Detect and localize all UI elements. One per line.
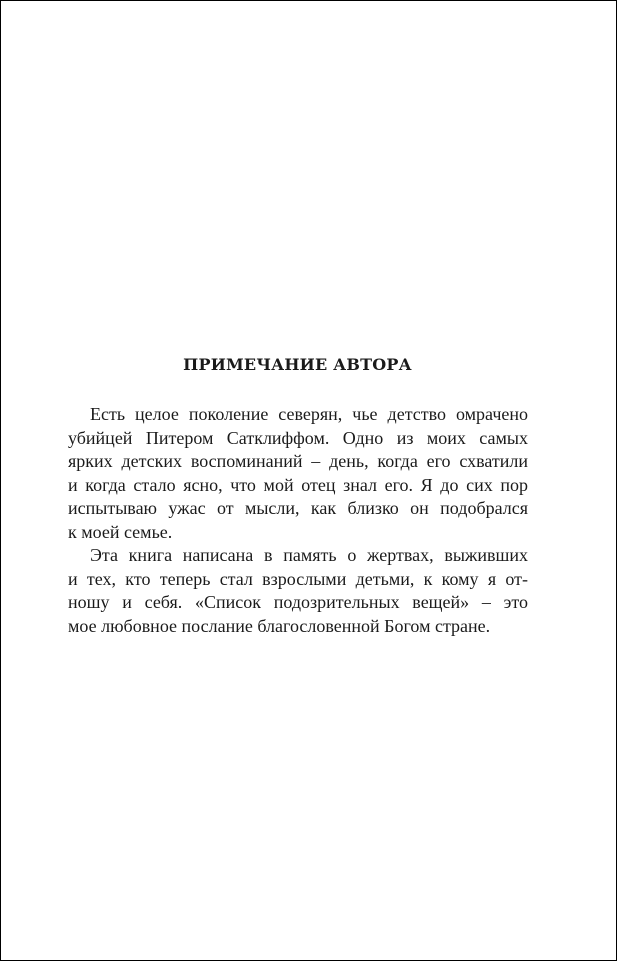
text-line: и когда стало ясно, что мой отец знал его. Я до сих пор	[68, 474, 528, 495]
text-line: Эта книга написана в память о жертвах, выживших	[90, 545, 528, 565]
text-line: к моей семье.	[68, 521, 173, 542]
text-line: ношу и себя. «Список подозрительных вещей» – это	[68, 592, 528, 612]
page-title: ПРИМЕЧАНИЕ АВТОРА	[183, 355, 412, 374]
text-line: убийцей Питером Сатклиффом. Одно из моих самых	[68, 427, 528, 448]
text-line: мое любовное послание благословенной Богом стране.	[68, 615, 491, 636]
text-line: испытываю ужас от мысли, как близко он подобрался	[68, 498, 528, 518]
text-line: Есть целое поколение северян, чье детство омрачено	[90, 404, 528, 424]
text-line: ярких детских воспоминаний – день, когда его схватили	[68, 451, 528, 471]
paragraph-1	[68, 403, 528, 544]
text-line: и тех, кто теперь стал взрослыми детьми, к кому я от-	[68, 568, 528, 589]
body-text	[68, 403, 528, 638]
paragraph-2	[68, 544, 528, 638]
